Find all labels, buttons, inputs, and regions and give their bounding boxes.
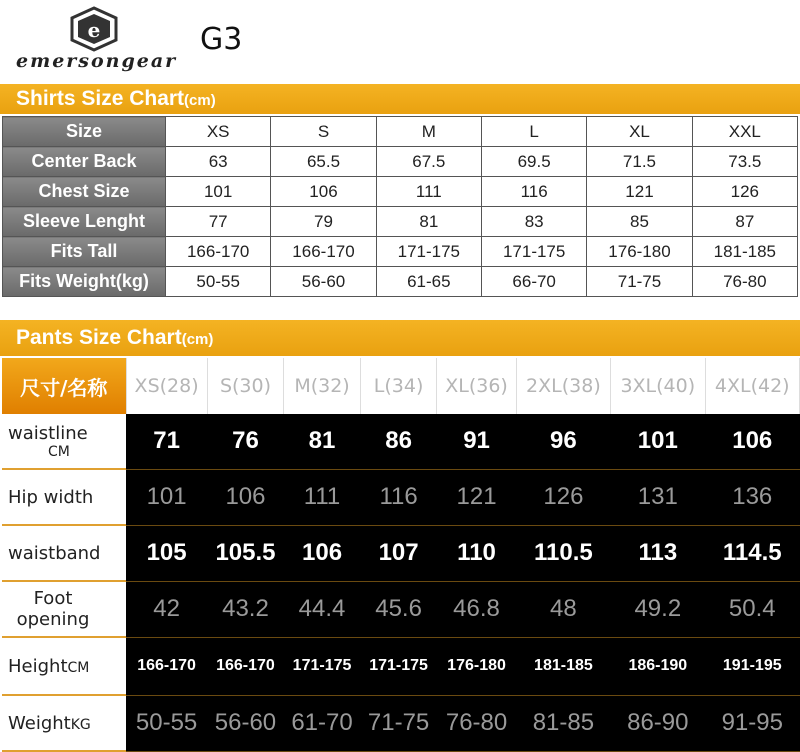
pants-cell: 113 <box>611 525 705 581</box>
pants-cell: 86-90 <box>611 695 705 751</box>
pants-size-header: 4XL(42) <box>705 358 799 414</box>
pants-cell: 191-195 <box>705 637 799 695</box>
shirts-row <box>3 177 798 207</box>
pants-cell: 106 <box>207 469 284 525</box>
svg-text:e: e <box>87 18 101 42</box>
shirts-cell: 116 <box>481 177 586 207</box>
pants-size-header: 2XL(38) <box>516 358 610 414</box>
shirts-cell: 87 <box>692 207 797 237</box>
shirts-cell: 83 <box>481 207 586 237</box>
pants-cell: 131 <box>611 469 705 525</box>
pants-cell: 42 <box>126 581 207 637</box>
shirts-row-label: Center Back <box>3 147 166 177</box>
pants-row <box>2 581 800 637</box>
pants-size-table <box>2 358 800 752</box>
pants-corner-label: 尺寸/名称 <box>2 358 126 414</box>
pants-row-label <box>2 581 126 637</box>
shirts-cell: 181-185 <box>692 237 797 267</box>
shirts-row-label: Sleeve Lenght <box>3 207 166 237</box>
shirts-row <box>3 207 798 237</box>
shirts-cell: M <box>376 117 481 147</box>
model-name: G3 <box>200 22 243 57</box>
shirts-title: Shirts Size Chart <box>16 87 185 110</box>
pants-cell: 171-175 <box>284 637 361 695</box>
pants-cell: 105 <box>126 525 207 581</box>
shirts-cell: 101 <box>166 177 271 207</box>
shirts-cell: 50-55 <box>166 267 271 297</box>
shirts-cell: 166-170 <box>166 237 271 267</box>
pants-cell: 171-175 <box>360 637 437 695</box>
pants-size-header: M(32) <box>284 358 361 414</box>
shirts-cell: 176-180 <box>587 237 692 267</box>
pants-row-label-text: waistline <box>8 422 88 444</box>
shirts-size-table <box>2 116 798 297</box>
pants-row-label-unit: CM <box>67 659 90 676</box>
shirts-cell: 69.5 <box>481 147 586 177</box>
pants-cell: 181-185 <box>516 637 610 695</box>
pants-cell: 43.2 <box>207 581 284 637</box>
pants-cell: 86 <box>360 414 437 469</box>
pants-cell: 111 <box>284 469 361 525</box>
pants-row <box>2 414 800 469</box>
pants-cell: 101 <box>126 469 207 525</box>
pants-cell: 91-95 <box>705 695 799 751</box>
pants-cell: 105.5 <box>207 525 284 581</box>
shirts-cell: 81 <box>376 207 481 237</box>
pants-row-label-unit: CM <box>48 443 70 460</box>
shirts-cell: 73.5 <box>692 147 797 177</box>
shirts-row <box>3 117 798 147</box>
pants-cell: 176-180 <box>437 637 516 695</box>
pants-cell: 44.4 <box>284 581 361 637</box>
pants-title: Pants Size Chart <box>16 326 182 349</box>
shirts-row-label: Size <box>3 117 166 147</box>
shirts-row-label: Chest Size <box>3 177 166 207</box>
pants-unit: (cm) <box>181 331 214 348</box>
pants-header-row <box>2 358 800 414</box>
shirts-cell: 171-175 <box>481 237 586 267</box>
pants-row-label-text: waistband <box>8 542 101 564</box>
pants-cell: 96 <box>516 414 610 469</box>
shirts-cell: 166-170 <box>271 237 376 267</box>
pants-cell: 110 <box>437 525 516 581</box>
pants-row-label <box>2 525 126 581</box>
shirts-unit: (cm) <box>184 92 216 109</box>
shirts-cell: S <box>271 117 376 147</box>
shirts-cell: 71.5 <box>587 147 692 177</box>
pants-row-label-text: Height <box>8 655 68 677</box>
pants-size-header: XS(28) <box>126 358 207 414</box>
pants-cell: 114.5 <box>705 525 799 581</box>
emersongear-logo-icon <box>66 6 122 52</box>
shirts-cell: 121 <box>587 177 692 207</box>
shirts-cell: XL <box>587 117 692 147</box>
pants-cell: 81-85 <box>516 695 610 751</box>
pants-cell: 71 <box>126 414 207 469</box>
shirts-row-label: Fits Tall <box>3 237 166 267</box>
pants-cell: 56-60 <box>207 695 284 751</box>
pants-row-label <box>2 414 126 469</box>
pants-row-label <box>2 469 126 525</box>
pants-cell: 50-55 <box>126 695 207 751</box>
pants-cell: 45.6 <box>360 581 437 637</box>
pants-cell: 91 <box>437 414 516 469</box>
pants-cell: 116 <box>360 469 437 525</box>
pants-cell: 101 <box>611 414 705 469</box>
pants-cell: 121 <box>437 469 516 525</box>
pants-cell: 126 <box>516 469 610 525</box>
shirts-cell: XS <box>166 117 271 147</box>
shirts-cell: 77 <box>166 207 271 237</box>
shirts-cell: 126 <box>692 177 797 207</box>
pants-row <box>2 695 800 751</box>
pants-size-header: S(30) <box>207 358 284 414</box>
pants-row-label-text: Foot opening <box>16 588 90 630</box>
pants-row <box>2 525 800 581</box>
pants-cell: 46.8 <box>437 581 516 637</box>
shirts-cell: 65.5 <box>271 147 376 177</box>
shirts-cell: 66-70 <box>481 267 586 297</box>
pants-row-label <box>2 637 126 695</box>
pants-title-bar <box>0 320 800 356</box>
shirts-row-label: Fits Weight(kg) <box>3 267 166 297</box>
pants-cell: 48 <box>516 581 610 637</box>
pants-row-label-unit: KG <box>70 716 91 733</box>
pants-size-header: 3XL(40) <box>611 358 705 414</box>
pants-cell: 186-190 <box>611 637 705 695</box>
shirts-cell: 106 <box>271 177 376 207</box>
pants-cell: 136 <box>705 469 799 525</box>
shirts-cell: 111 <box>376 177 481 207</box>
pants-cell: 110.5 <box>516 525 610 581</box>
pants-cell: 166-170 <box>126 637 207 695</box>
shirts-cell: L <box>481 117 586 147</box>
pants-row <box>2 637 800 695</box>
pants-cell: 81 <box>284 414 361 469</box>
pants-cell: 76-80 <box>437 695 516 751</box>
pants-size-header: L(34) <box>360 358 437 414</box>
pants-cell: 106 <box>705 414 799 469</box>
shirts-cell: 79 <box>271 207 376 237</box>
shirts-title-bar <box>0 84 800 114</box>
shirts-cell: 63 <box>166 147 271 177</box>
shirts-cell: 85 <box>587 207 692 237</box>
shirts-cell: 76-80 <box>692 267 797 297</box>
pants-row-label <box>2 695 126 751</box>
header <box>0 0 800 82</box>
pants-cell: 107 <box>360 525 437 581</box>
pants-cell: 71-75 <box>360 695 437 751</box>
pants-cell: 61-70 <box>284 695 361 751</box>
pants-size-header: XL(36) <box>437 358 516 414</box>
shirts-row <box>3 147 798 177</box>
shirts-cell: XXL <box>692 117 797 147</box>
pants-cell: 166-170 <box>207 637 284 695</box>
pants-cell: 76 <box>207 414 284 469</box>
shirts-cell: 171-175 <box>376 237 481 267</box>
pants-row <box>2 469 800 525</box>
pants-row-label-text: Weight <box>8 712 71 734</box>
shirts-row <box>3 237 798 267</box>
shirts-cell: 67.5 <box>376 147 481 177</box>
pants-cell: 50.4 <box>705 581 799 637</box>
shirts-cell: 71-75 <box>587 267 692 297</box>
shirts-cell: 61-65 <box>376 267 481 297</box>
shirts-cell: 56-60 <box>271 267 376 297</box>
pants-row-label-text: Hip width <box>8 486 94 508</box>
pants-cell: 49.2 <box>611 581 705 637</box>
brand-name: emersongear <box>16 50 178 72</box>
pants-cell: 106 <box>284 525 361 581</box>
shirts-row <box>3 267 798 297</box>
